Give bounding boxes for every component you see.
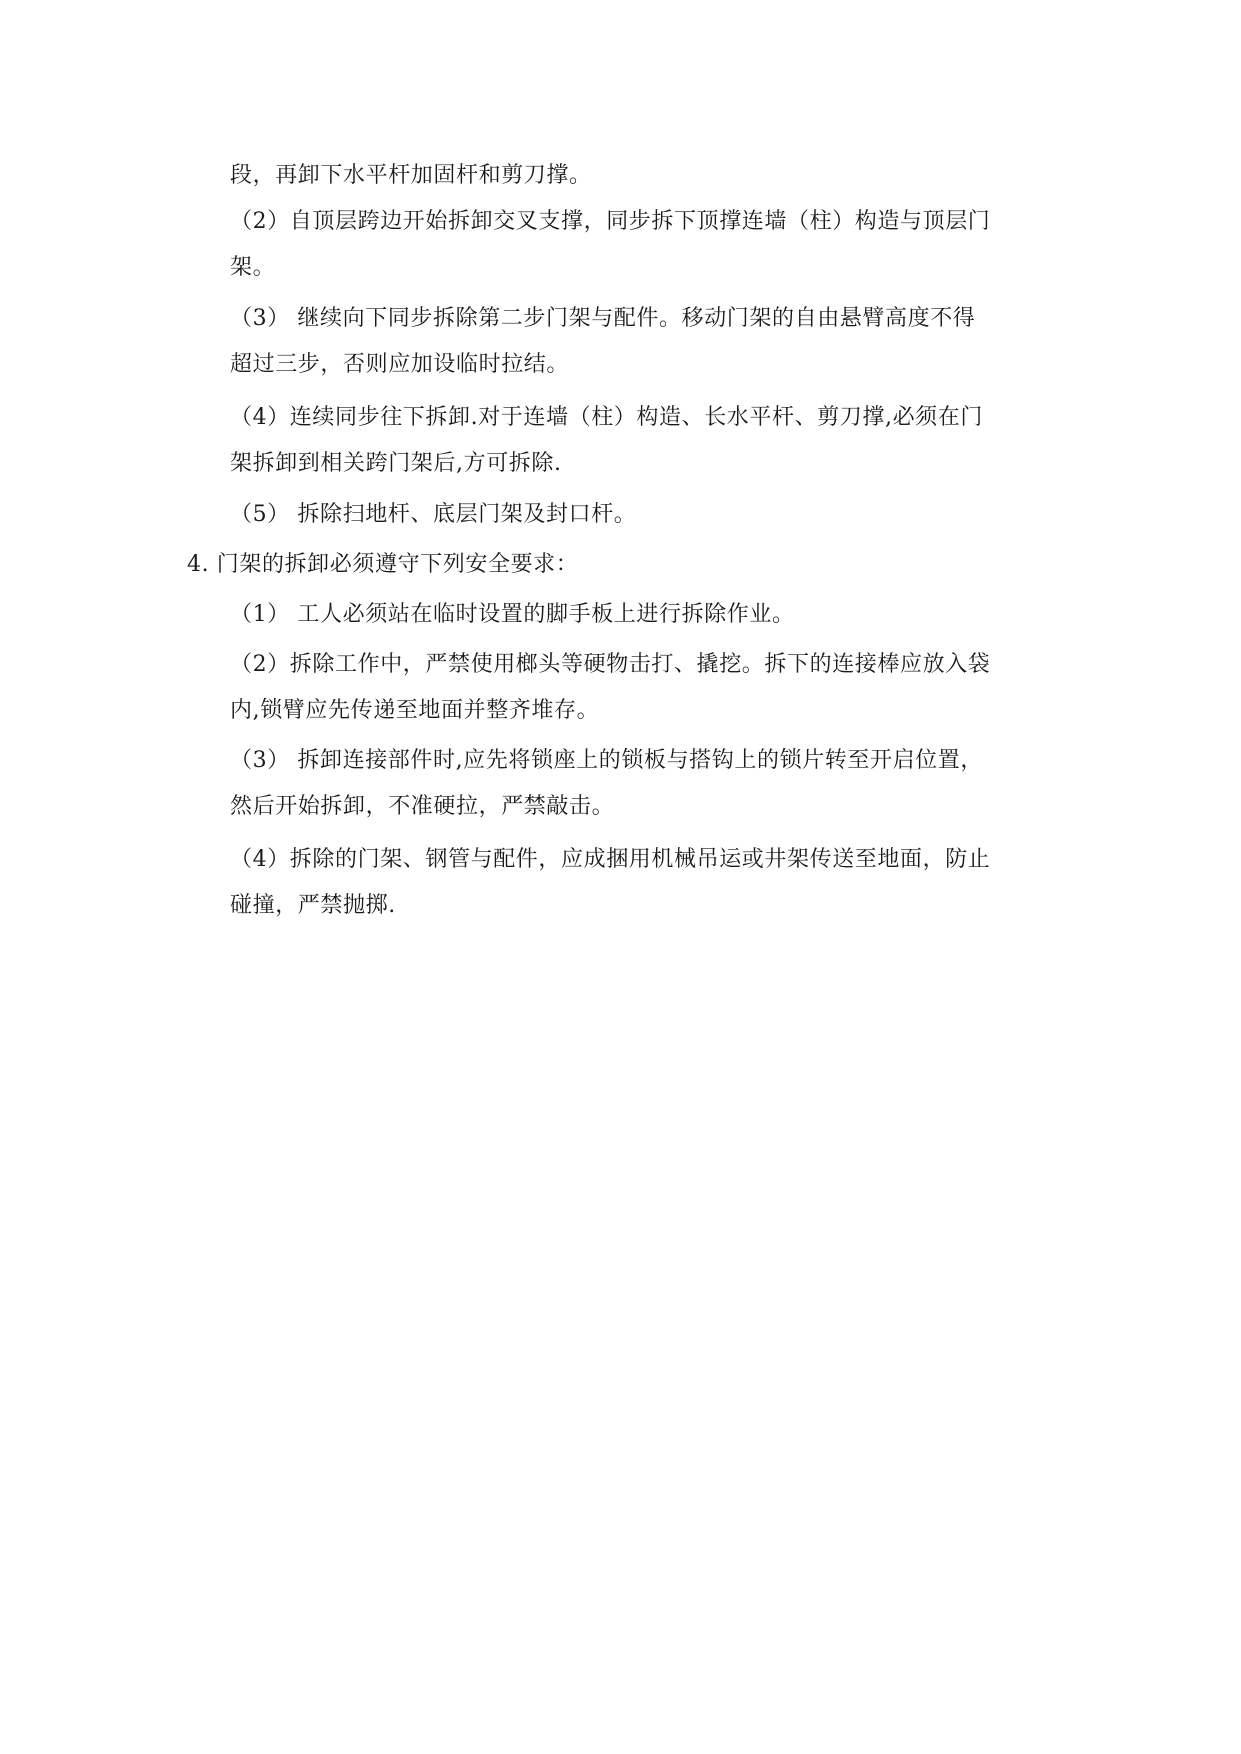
- text-line-12: 内,锁臂应先传递至地面并整齐堆存。: [230, 698, 600, 723]
- text-line-11: （2）拆除工作中，严禁使用榔头等硬物击打、撬挖。拆下的连接棒应放入袋: [230, 652, 991, 677]
- text-line-2: （2）自顶层跨边开始拆卸交叉支撑，同步拆下顶撑连墙（柱）构造与顶层门: [230, 209, 991, 234]
- text-line-3: 架。: [230, 255, 276, 280]
- text-line-5: 超过三步，否则应加设临时拉结。: [230, 352, 570, 377]
- text-line-7: 架拆卸到相关跨门架后,方可拆除.: [230, 451, 562, 476]
- text-line-10: （1） 工人必须站在临时设置的脚手板上进行拆除作业。: [230, 602, 795, 627]
- text-line-1: 段，再卸下水平杆加固杆和剪刀撑。: [230, 163, 592, 188]
- text-line-16: 碰撞，严禁抛掷.: [230, 893, 396, 918]
- text-line-9: 4. 门架的拆卸必须遵守下列安全要求：: [187, 552, 579, 577]
- text-line-15: （4）拆除的门架、钢管与配件，应成捆用机械吊运或井架传送至地面，防止: [230, 847, 991, 872]
- text-line-4: （3） 继续向下同步拆除第二步门架与配件。移动门架的自由悬臂高度不得: [230, 306, 976, 331]
- text-line-8: （5） 拆除扫地杆、底层门架及封口杆。: [230, 502, 637, 527]
- text-line-14: 然后开始拆卸，不准硬拉，严禁敲击。: [230, 794, 615, 819]
- text-line-13: （3） 拆卸连接部件时,应先将锁座上的锁板与搭钩上的锁片转至开启位置，: [230, 748, 983, 773]
- text-line-6: （4）连续同步往下拆卸.对于连墙（柱）构造、长水平杆、剪刀撑,必须在门: [230, 405, 983, 430]
